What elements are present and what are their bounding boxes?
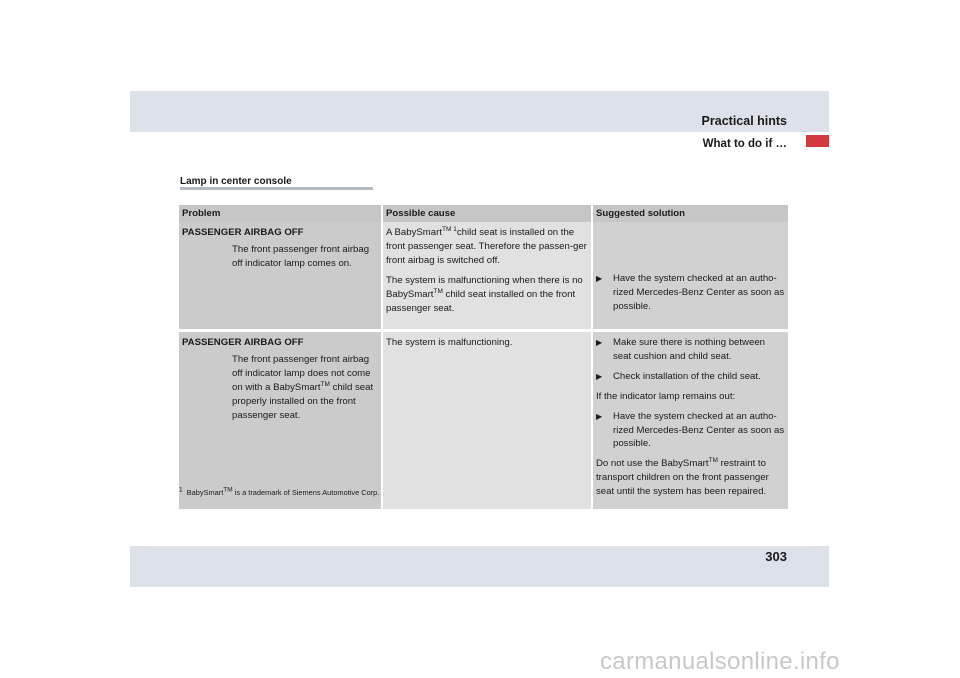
cause-text: A BabySmart$^{TM 1}$child seat is installed on the front passenger seat. Therefore the passen-ger front airbag is switched off. xyxy=(386,225,587,266)
problem-cell xyxy=(179,222,383,332)
table-header-row xyxy=(179,205,788,222)
solution-cell xyxy=(593,222,788,332)
table-row xyxy=(179,222,788,332)
problem-title: PASSENGER AIRBAG OFF xyxy=(182,227,304,238)
solution-cell xyxy=(593,332,788,509)
section-title-rule xyxy=(180,187,373,190)
triangle-right-icon: ▶ xyxy=(596,274,603,283)
problem-description: The front passenger front airbag off indicator lamp does not come on with a BabySmart™ child seat properly installed on the front passenger seat. xyxy=(232,353,374,421)
problem-title: PASSENGER AIRBAG OFF xyxy=(182,337,304,348)
footer-band xyxy=(130,546,829,587)
cause-text: The system is malfunctioning when there is no BabySmart™ child seat installed on the front passenger seat. xyxy=(386,274,583,314)
solution-note: If the indicator lamp remains out: xyxy=(596,390,736,402)
cause-cell xyxy=(383,332,593,509)
troubleshooting-table xyxy=(179,205,788,509)
section-subtitle: What to do if … xyxy=(702,138,787,150)
solution-step: ▶ Make sure there is nothing between seat cushion and child seat. xyxy=(596,337,765,362)
header-possible-cause: Possible cause xyxy=(383,205,593,222)
solution-step: ▶ Have the system checked at an autho-rized Mercedes-Benz Center as soon as possible. xyxy=(596,410,785,450)
problem-description: The front passenger front airbag off indicator lamp comes on. xyxy=(232,243,370,269)
header-suggested-solution: Suggested solution xyxy=(593,205,788,222)
cause-cell xyxy=(383,222,593,332)
watermark-text[interactable]: carmanualsonline.info xyxy=(600,648,840,675)
solution-step: ▶ Check installation of the child seat. xyxy=(596,370,761,382)
footnote: $^1$ BabySmart™ is a trademark of Siemens Automotive Corp. xyxy=(179,486,380,497)
page-number: 303 xyxy=(765,549,787,564)
triangle-right-icon: ▶ xyxy=(596,371,603,381)
problem-cell xyxy=(179,332,383,509)
triangle-right-icon: ▶ xyxy=(596,411,603,421)
header-problem: Problem xyxy=(179,205,383,222)
triangle-right-icon: ▶ xyxy=(596,338,603,347)
chapter-title: Practical hints xyxy=(701,114,787,128)
chapter-tab-marker xyxy=(806,135,829,147)
solution-warning: Do not use the BabySmart™ restraint to transport children on the front passenger seat until the system has been repaired. xyxy=(596,457,769,498)
table-section-title: Lamp in center console xyxy=(180,176,292,187)
table-row xyxy=(179,332,788,509)
solution-step: ▶ Have the system checked at an autho-rized Mercedes-Benz Center as soon as possible. xyxy=(596,273,785,312)
cause-text: The system is malfunctioning. xyxy=(386,337,513,348)
